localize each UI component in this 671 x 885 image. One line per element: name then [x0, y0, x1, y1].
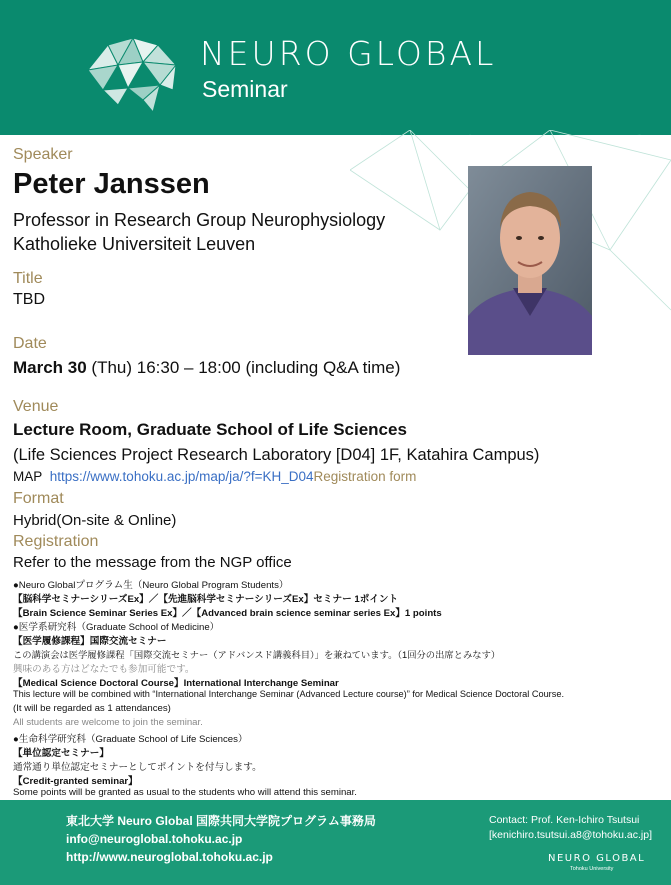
title-label: Title: [13, 270, 43, 287]
speaker-label: Speaker: [13, 146, 73, 163]
format-label: Format: [13, 490, 64, 507]
note-line: 興味のある方はどなたでも参加可能です。: [13, 664, 195, 675]
brain-logo-icon: [78, 30, 183, 115]
map-link[interactable]: https://www.tohoku.ac.jp/map/ja/?f=KH_D04: [49, 469, 314, 484]
venue-label: Venue: [13, 398, 59, 415]
note-line: 【Medical Science Doctoral Course】International Interchange Seminar: [13, 678, 339, 689]
map-label: MAP: [13, 469, 43, 484]
date-value: [13, 358, 400, 378]
date-time: (Thu) 16:30 – 18:00 (including Q&A time): [86, 358, 401, 377]
venue-room: Lecture Room, Graduate School of Life Sciences: [13, 420, 407, 439]
note-line: 【Credit-granted seminar】: [13, 776, 138, 787]
speaker-photo-illustration: [468, 166, 592, 355]
registration-value: Refer to the message from the NGP office: [13, 554, 292, 571]
note-line: 【脳科学セミナーシリーズEx】／【先進脳科学セミナーシリーズEx】セミナー 1ポイント: [13, 594, 399, 605]
footer-logo: NEURO GLOBAL: [548, 853, 646, 864]
registration-form-link[interactable]: Registration form: [313, 469, 417, 484]
title-value: TBD: [13, 291, 45, 308]
note-line: 【単位認定セミナー】: [13, 748, 109, 759]
note-line: ●生命科学研究科（Graduate School of Life Sciences）: [13, 734, 248, 745]
date-day: March 30: [13, 358, 87, 377]
office-url[interactable]: http://www.neuroglobal.tohoku.ac.jp: [66, 850, 273, 864]
header-banner: [0, 0, 671, 135]
note-line: (It will be regarded as 1 attendances): [13, 703, 171, 714]
note-line: ●Neuro Globalプログラム生（Neuro Global Program Students）: [13, 580, 289, 591]
footer-logo-sub: Tohoku University: [570, 866, 614, 872]
seminar-label: Seminar: [202, 76, 288, 102]
speaker-position: Professor in Research Group Neurophysiology: [13, 210, 386, 230]
note-line: ●医学系研究科（Graduate School of Medicine）: [13, 622, 220, 633]
note-line: Some points will be granted as usual to the students who will attend this seminar.: [13, 787, 357, 798]
contact-name: Contact: Prof. Ken-Ichiro Tsutsui: [489, 814, 640, 826]
speaker-name: Peter Janssen: [13, 168, 210, 200]
format-value: Hybrid(On-site & Online): [13, 512, 177, 529]
speaker-affiliation: Katholieke Universiteit Leuven: [13, 234, 256, 254]
note-line: All students are welcome to join the seminar.: [13, 717, 203, 728]
speaker-photo: [468, 166, 592, 355]
venue-detail: (Life Sciences Project Research Laboratory [D04] 1F, Katahira Campus): [13, 446, 540, 464]
contact-email[interactable]: [kenichiro.tsutsui.a8@tohoku.ac.jp]: [489, 829, 652, 841]
note-line: 【Brain Science Seminar Series Ex】／【Advanced brain science seminar series Ex】1 points: [13, 608, 442, 619]
map-line: [13, 469, 416, 484]
note-line: 【医学履修課程】国際交流セミナー: [13, 636, 167, 647]
registration-label: Registration: [13, 533, 99, 550]
date-label: Date: [13, 335, 47, 352]
footer: [0, 800, 671, 885]
note-line: 通常通り単位認定セミナーとしてポイントを付与します。: [13, 762, 262, 773]
note-line: この講演会は医学履修課程「国際交流セミナー（アドバンスド講義科目）」を兼ねています。（1回分の出席とみなす）: [13, 650, 501, 660]
brand-name: NEURO GLOBAL: [200, 34, 497, 73]
note-line: This lecture will be combined with “International Interchange Seminar (Advanced Lecture course)” for Medical Science Doctoral Course.: [13, 689, 564, 699]
office-email[interactable]: info@neuroglobal.tohoku.ac.jp: [66, 832, 243, 846]
office-name: 東北大学 Neuro Global 国際共同大学院プログラム事務局: [66, 814, 376, 828]
